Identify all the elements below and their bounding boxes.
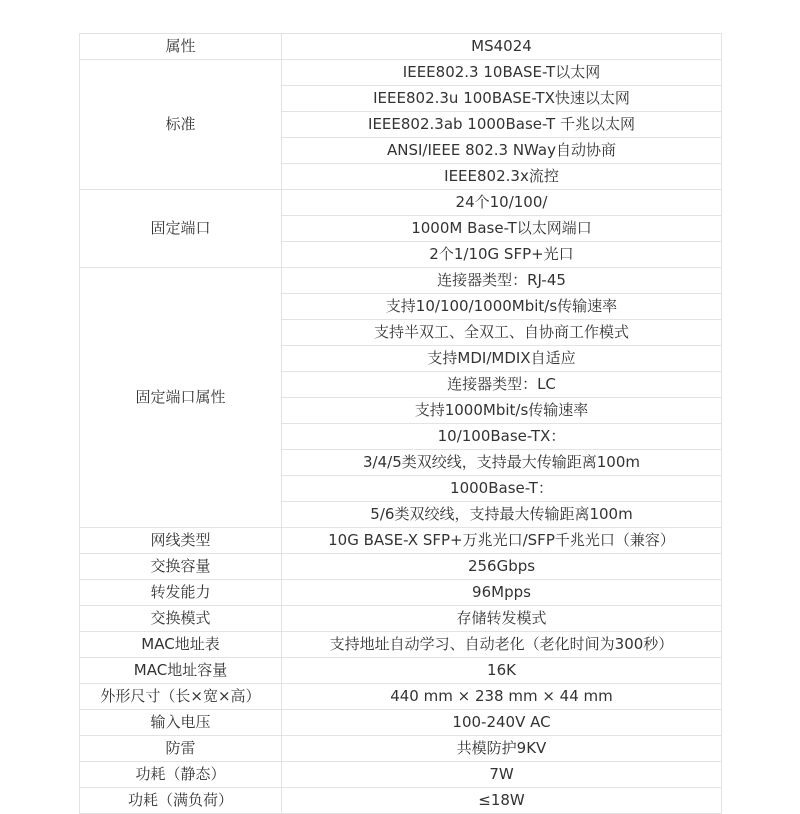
spec-value-cell: 支持半双工、全双工、自协商工作模式: [282, 320, 722, 346]
spec-value-cell: 存储转发模式: [282, 606, 722, 632]
spec-table: [79, 33, 722, 814]
spec-value-cell: 10/100Base-TX：: [282, 424, 722, 450]
spec-label-cell: 固定端口: [80, 190, 282, 268]
spec-label-cell: MAC地址表: [80, 632, 282, 658]
table-row: [80, 736, 722, 762]
spec-label-cell: 外形尺寸（长×宽×高）: [80, 684, 282, 710]
spec-value-cell: 共模防护9KV: [282, 736, 722, 762]
spec-value-cell: 支持10/100/1000Mbit/s传输速率: [282, 294, 722, 320]
spec-label-cell: 交换模式: [80, 606, 282, 632]
spec-label-cell: 输入电压: [80, 710, 282, 736]
spec-value-cell: 1000M Base-T以太网端口: [282, 216, 722, 242]
table-row: [80, 710, 722, 736]
spec-label-cell: 固定端口属性: [80, 268, 282, 528]
spec-value-cell: 440 mm × 238 mm × 44 mm: [282, 684, 722, 710]
table-row: [80, 554, 722, 580]
spec-label-cell: MAC地址容量: [80, 658, 282, 684]
spec-label-cell: 属性: [80, 34, 282, 60]
table-row: [80, 762, 722, 788]
spec-label-cell: 标准: [80, 60, 282, 190]
spec-label-cell: 交换容量: [80, 554, 282, 580]
spec-value-cell: 1000Base-T：: [282, 476, 722, 502]
spec-value-cell: ANSI/IEEE 802.3 NWay自动协商: [282, 138, 722, 164]
spec-value-cell: 5/6类双绞线，支持最大传输距离100m: [282, 502, 722, 528]
spec-label-cell: 防雷: [80, 736, 282, 762]
spec-value-cell: IEEE802.3 10BASE-T以太网: [282, 60, 722, 86]
table-row: [80, 606, 722, 632]
spec-value-cell: 连接器类型：RJ-45: [282, 268, 722, 294]
spec-value-cell: 100-240V AC: [282, 710, 722, 736]
spec-value-cell: 支持1000Mbit/s传输速率: [282, 398, 722, 424]
spec-value-cell: 16K: [282, 658, 722, 684]
spec-value-cell: 3/4/5类双绞线，支持最大传输距离100m: [282, 450, 722, 476]
spec-value-cell: IEEE802.3x流控: [282, 164, 722, 190]
spec-value-cell: 2个1/10G SFP+光口: [282, 242, 722, 268]
spec-value-cell: IEEE802.3ab 1000Base-T 千兆以太网: [282, 112, 722, 138]
spec-value-cell: 10G BASE-X SFP+万兆光口/SFP千兆光口（兼容）: [282, 528, 722, 554]
spec-label-cell: 功耗（满负荷）: [80, 788, 282, 814]
spec-label-cell: 网线类型: [80, 528, 282, 554]
spec-value-cell: 256Gbps: [282, 554, 722, 580]
table-row: [80, 580, 722, 606]
table-row: [80, 60, 722, 86]
spec-value-cell: 96Mpps: [282, 580, 722, 606]
spec-value-cell: 24个10/100/: [282, 190, 722, 216]
spec-label-cell: 功耗（静态）: [80, 762, 282, 788]
spec-label-cell: 转发能力: [80, 580, 282, 606]
spec-value-cell: 支持地址自动学习、自动老化（老化时间为300秒）: [282, 632, 722, 658]
table-row: [80, 528, 722, 554]
table-row: [80, 34, 722, 60]
table-row: [80, 684, 722, 710]
table-row: [80, 268, 722, 294]
spec-value-cell: 7W: [282, 762, 722, 788]
spec-value-cell: ≤18W: [282, 788, 722, 814]
table-row: [80, 190, 722, 216]
table-row: [80, 658, 722, 684]
spec-value-cell: 支持MDI/MDIX自适应: [282, 346, 722, 372]
spec-table-body: [80, 34, 722, 814]
spec-value-cell: MS4024: [282, 34, 722, 60]
table-row: [80, 788, 722, 814]
spec-value-cell: 连接器类型：LC: [282, 372, 722, 398]
table-row: [80, 632, 722, 658]
spec-value-cell: IEEE802.3u 100BASE-TX快速以太网: [282, 86, 722, 112]
